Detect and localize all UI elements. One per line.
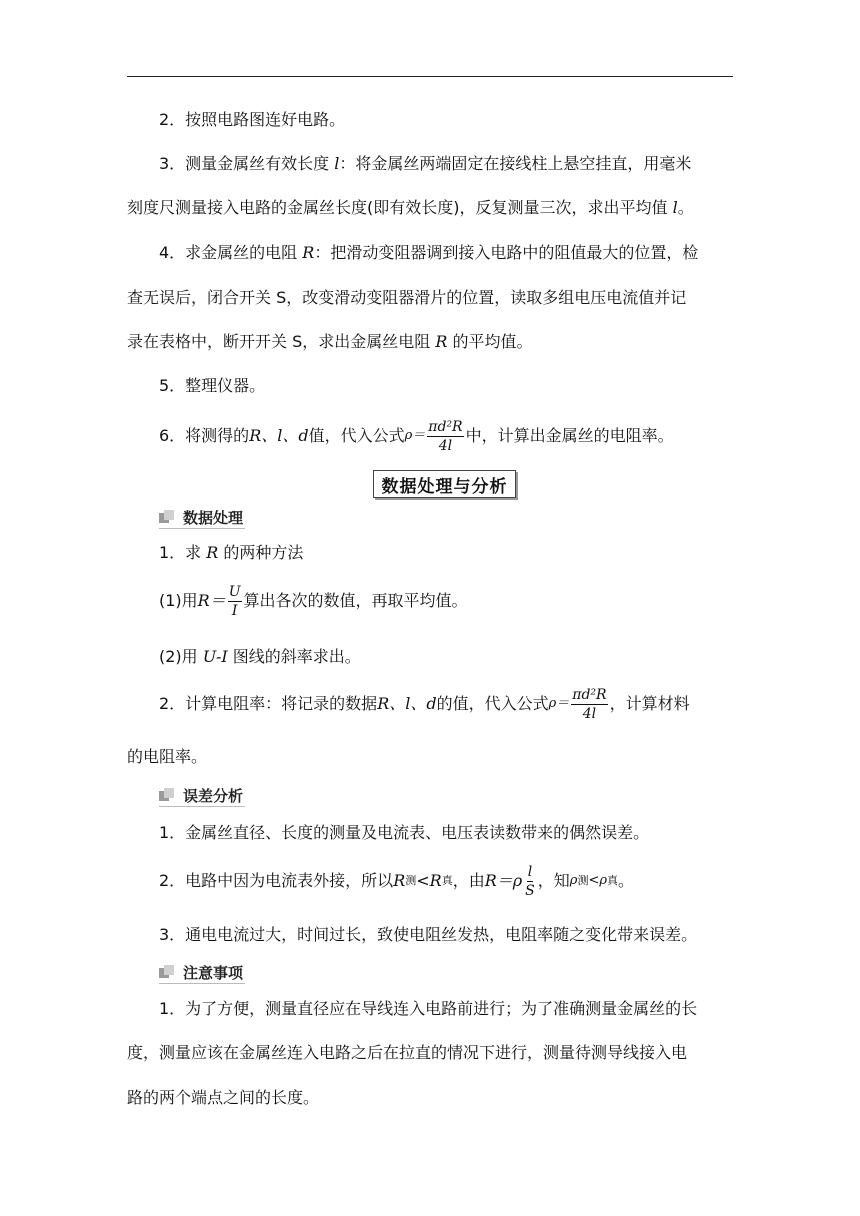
dp-item-2-line-1: 2．计算电阻率：将记录的数据 R、l、d 的值，代入公式 ρ＝ $\frac{\text{πd²R}}{4l}$ ，计算材料 [159,686,690,722]
square-bullet-icon [159,965,177,979]
step-3-line-1: 3．测量金属丝有效长度 l：将金属丝两端固定在接线柱上悬空挂直，用毫米 [159,154,692,173]
subhead-rule [159,983,245,984]
dp-item-2-line-2: 的电阻率。 [127,747,208,766]
ea-item-3: 3．通电电流过大，时间过长，致使电阻丝发热，电阻率随之变化带来误差。 [159,925,698,944]
step-4-line-3: 录在表格中，断开开关 S，求出金属丝电阻 R 的平均值。 [127,332,533,351]
step-3-line-2: 刻度尺测量接入电路的金属丝长度(即有效长度)，反复测量三次，求出平均值 l。 [127,198,694,217]
resistivity-formula-2: $\frac{\text{πd²R}}{4l}$ [572,686,607,722]
subhead-notes: 注意事项 [159,962,243,982]
dp-item-1b: (2)用 U-I 图线的斜率求出。 [159,647,361,666]
step-2: 2．按照电路图连好电路。 [159,110,346,129]
resistivity-formula: $\frac{\text{πd²R}}{4l}$ [428,418,463,454]
note-1-line-2: 度，测量应该在金属丝连入电路之后在拉直的情况下进行，测量待测导线接入电 [127,1043,688,1062]
dp-item-1a: (1)用 R＝ $\frac{U}{I}$ 算出各次的数值，再取平均值。 [159,583,468,619]
ohm-formula: $\frac{U}{I}$ [228,583,241,619]
note-1-line-3: 路的两个端点之间的长度。 [127,1088,320,1107]
square-bullet-icon [159,788,177,802]
step-6: 6．将测得的 R、l、d 值，代入公式 ρ＝ $\frac{\text{πd²R}}{4l}$ 中，计算出金属丝的电阻率。 [159,418,674,454]
step-5: 5．整理仪器。 [159,376,266,395]
ea-item-1: 1．金属丝直径、长度的测量及电流表、电压表读数带来的偶然误差。 [159,823,650,842]
dp-item-1: 1．求 R 的两种方法 [159,543,304,562]
step-4-line-2: 查无误后，闭合开关 S，改变滑动变阻器滑片的位置，读取多组电压电流值并记 [127,288,687,307]
step-4-line-1: 4．求金属丝的电阻 R：把滑动变阻器调到接入电路中的阻值最大的位置，检 [159,243,699,262]
note-1-line-1: 1．为了方便，测量直径应在导线连入电路前进行；为了准确测量金属丝的长 [159,999,698,1018]
subhead-rule [159,806,245,807]
subhead-error-analysis: 误差分析 [159,785,243,805]
subhead-rule [159,528,245,529]
subhead-data-processing: 数据处理 [159,507,243,527]
resistance-formula: $\frac{l}{S}$ [525,863,535,899]
ea-item-2: 2．电路中因为电流表外接，所以 R 测 < R 真 ，由 R＝ρ $\frac{l}{S}$ ，知 ρ 测 < ρ 真 。 [159,863,635,899]
header-rule [127,76,733,77]
square-bullet-icon [159,510,177,524]
section-title: 数据处理与分析 [373,470,516,498]
